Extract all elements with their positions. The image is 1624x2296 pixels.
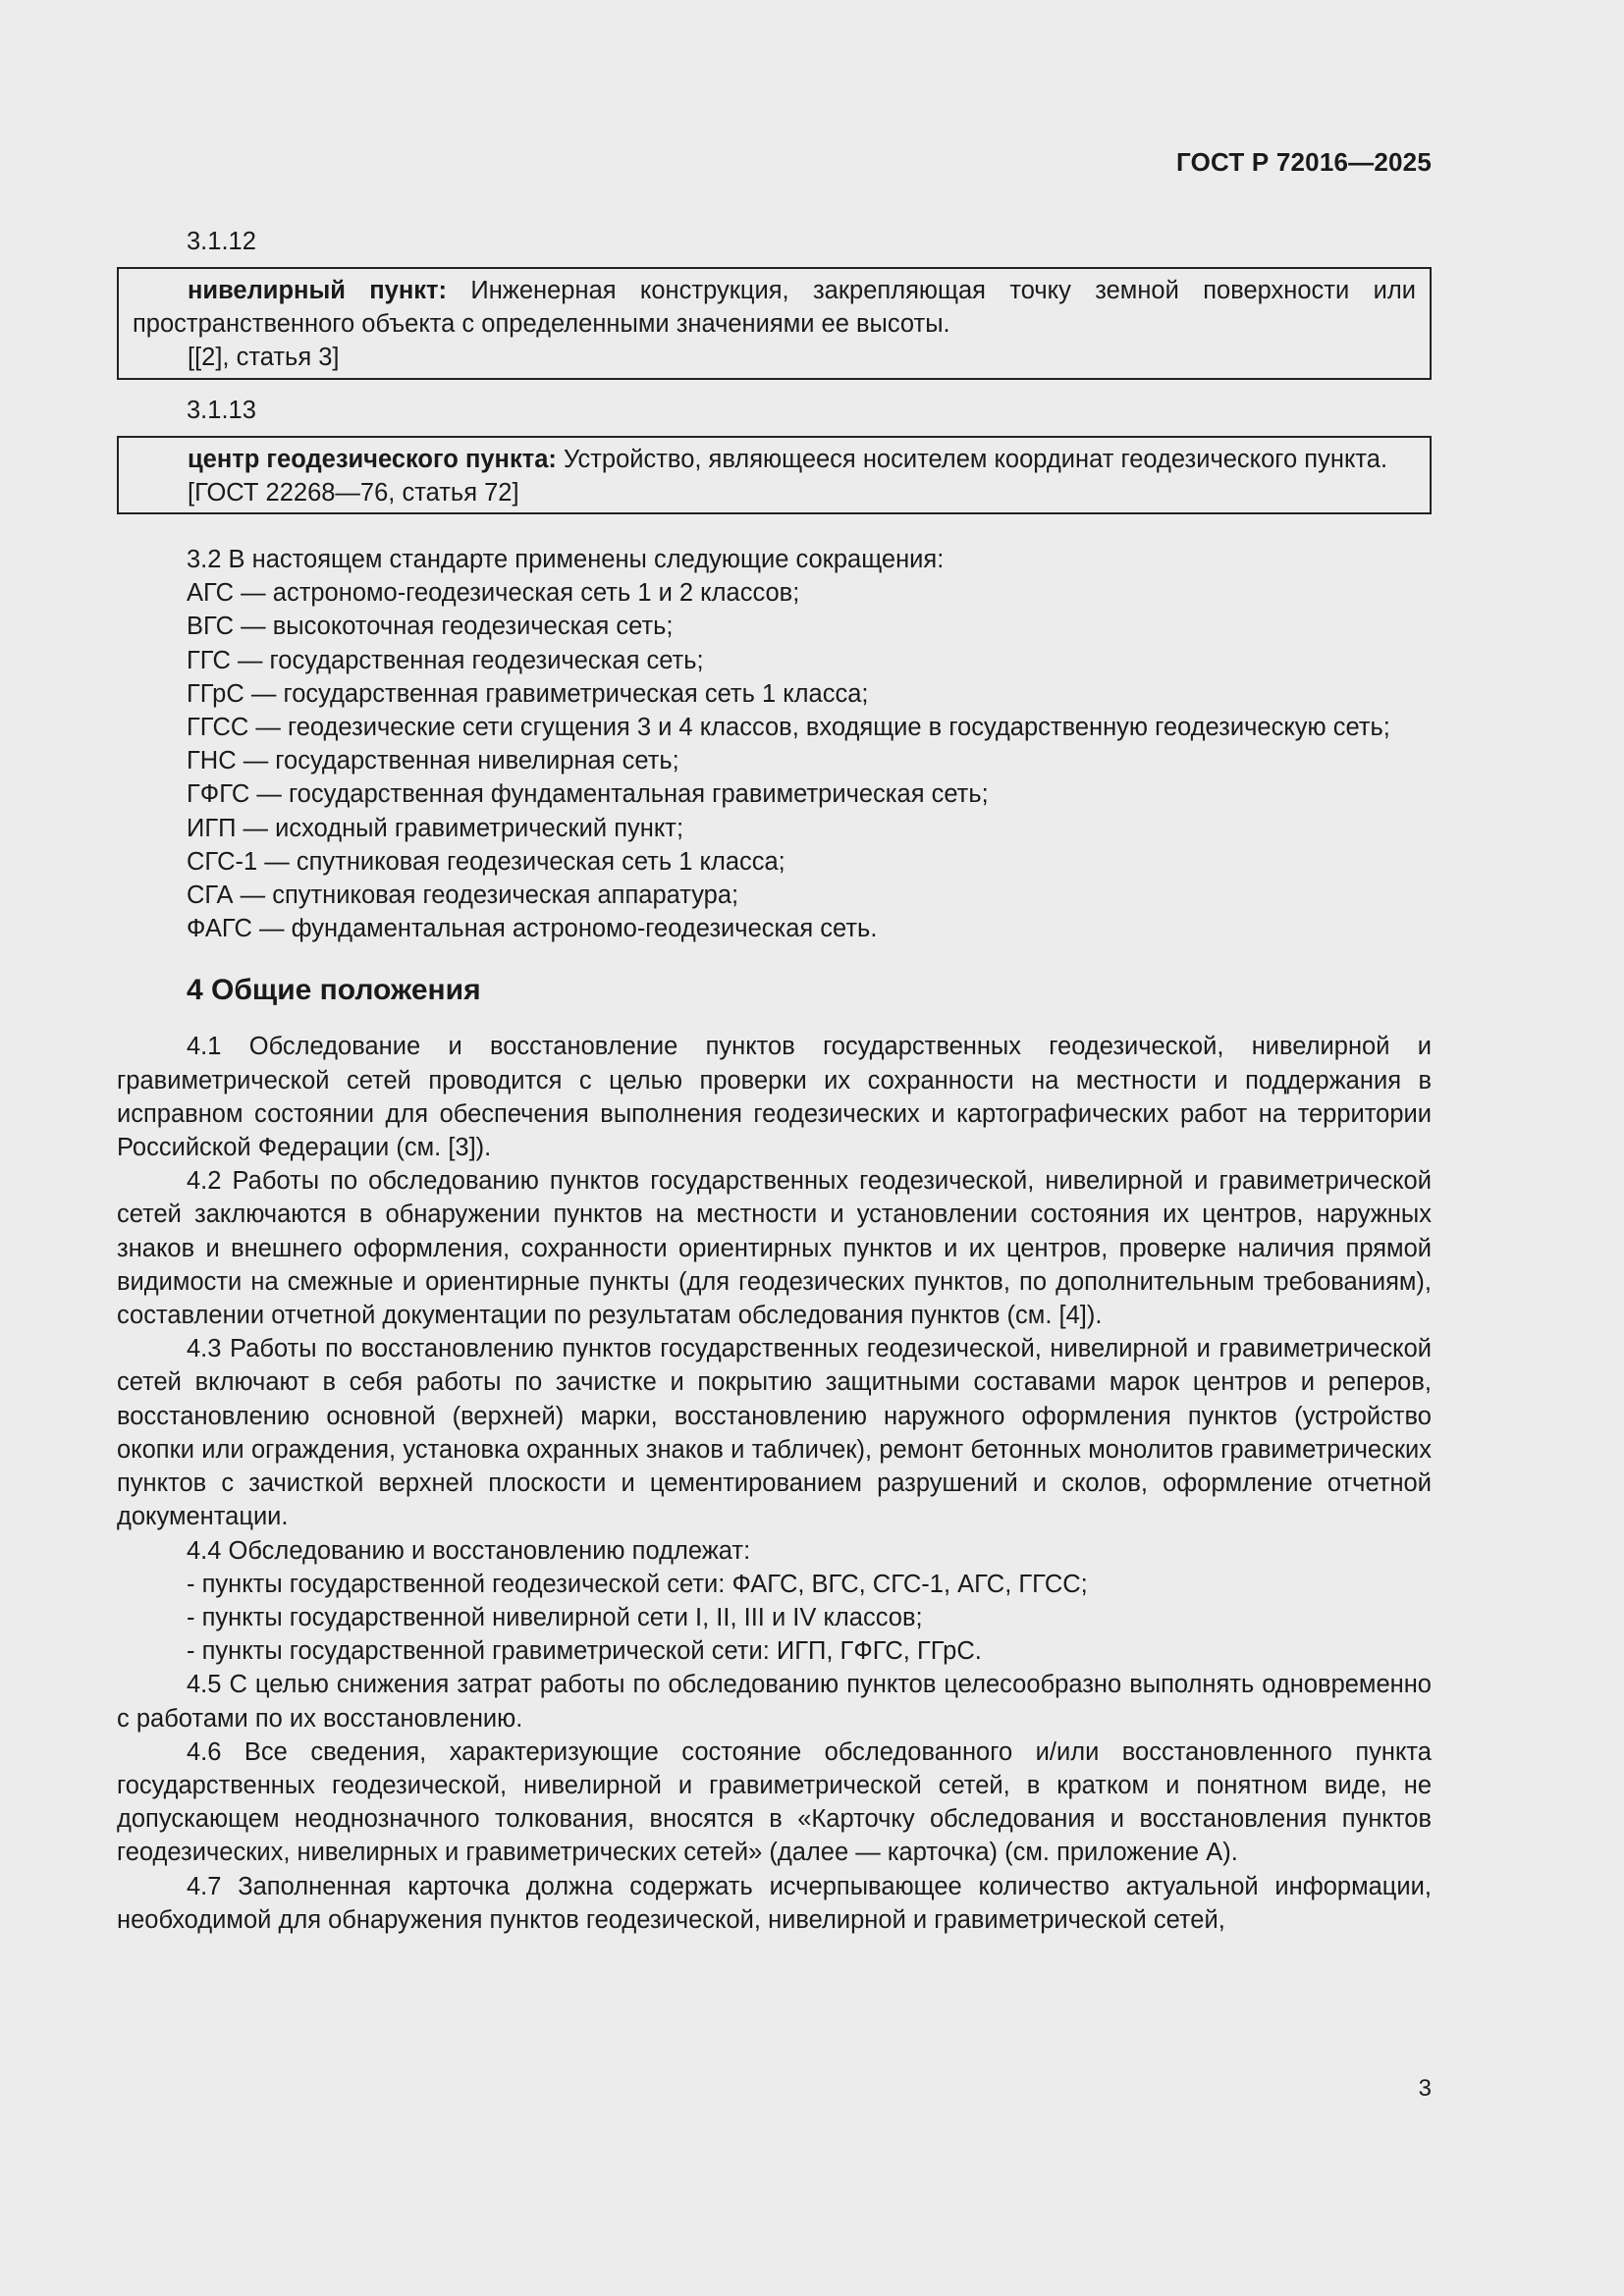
list-item: - пункты государственной гравиметрической сети: ИГП, ГФГС, ГГрС. xyxy=(187,1637,982,1666)
list-item: - пункты государственной геодезической сети: ФАГС, ВГС, СГС-1, АГС, ГГСС; xyxy=(187,1570,1088,1598)
paragraph-4-4: 4.4 Обследованию и восстановлению подлежат: xyxy=(187,1536,751,1565)
term-definition-box xyxy=(117,267,1432,380)
term-definition-box xyxy=(117,436,1432,514)
page-content xyxy=(117,225,1432,1937)
abbreviations-intro: 3.2 В настоящем стандарте применены следующие сокращения: xyxy=(187,546,945,574)
term-definition xyxy=(133,274,1416,341)
paragraph-4-6: 4.6 Все сведения, характеризующие состояние обследованного и/или восстановленного пункта государственных геодезической, нивелирной и гравиметрической сетей, в кратком и понятном виде, не допускающем неоднозначного толкования, вносятся в «Карточку обследования и восстановления пунктов геодезических, нивелирных и гравиметрических сетей» (далее — карточка) (см. приложение А). xyxy=(117,1737,1432,1867)
paragraph-4-1: 4.1 Обследование и восстановление пунктов государственных геодезической, нивелирной и гравиметрической сетей проводится с целью проверки их сохранности на местности и поддержания в исправном состоянии для обеспечения выполнения геодезических и картографических работ на территории Российской Федерации (см. [3]). xyxy=(117,1033,1432,1162)
abbreviation-item: ГНС — государственная нивелирная сеть; xyxy=(187,747,679,775)
term-name: нивелирный пункт: xyxy=(188,277,448,304)
document-code-header: ГОСТ Р 72016—2025 xyxy=(1176,147,1432,177)
abbreviation-item: ВГС — высокоточная геодезическая сеть; xyxy=(187,613,674,641)
abbreviation-item: СГС-1 — спутниковая геодезическая сеть 1 класса; xyxy=(187,847,785,876)
term-name: центр геодезического пункта: xyxy=(188,445,557,473)
page-number: 3 xyxy=(1418,2075,1432,2102)
term-number: 3.1.12 xyxy=(187,228,256,255)
paragraph-4-2: 4.2 Работы по обследованию пунктов государственных геодезической, нивелирной и гравиметрической сетей заключаются в обнаружении пунктов на местности и установлении состояния их центров, наружных знаков и внешнего оформления, сохранности ориентирных пунктов и их центров, проверке наличия прямой видимости на смежные и ориентирные пункты (для геодезических пунктов, по дополнительным требованиям), составлении отчетной документации по результатам обследования пунктов (см. [4]). xyxy=(117,1167,1432,1330)
paragraph-4-5: 4.5 С целью снижения затрат работы по обследованию пунктов целесообразно выполнять одновременно с работами по их восстановлению. xyxy=(117,1671,1432,1733)
section-heading: 4 Общие положения xyxy=(187,974,481,1007)
abbreviation-item: ФАГС — фундаментальная астрономо-геодезическая сеть. xyxy=(187,915,878,943)
abbreviation-item: ГФГС — государственная фундаментальная гравиметрическая сеть; xyxy=(187,780,989,809)
term-definition xyxy=(133,443,1416,476)
term-number: 3.1.13 xyxy=(187,396,256,424)
term-source: [[2], статья 3] xyxy=(188,344,340,372)
term-definition-text: Устройство, являющееся носителем координат геодезического пункта. xyxy=(563,445,1388,473)
paragraph-4-3: 4.3 Работы по восстановлению пунктов государственных геодезической, нивелирной и гравиметрической сетей включают в себя работы по зачистке и покрытию защитными составами марок центров и реперов, восстановлению основной (верхней) марки, восстановлению наружного оформления пунктов (устройство окопки или ограждения, установка охранных знаков и табличек), ремонт бетонных монолитов гравиметрических пунктов с зачисткой верхней плоскости и цементированием разрушений и сколов, оформление отчетной документации. xyxy=(117,1335,1432,1531)
paragraph-4-7: 4.7 Заполненная карточка должна содержать исчерпывающее количество актуальной информации, необходимой для обнаружения пунктов геодезической, нивелирной и гравиметрической сетей, xyxy=(117,1872,1432,1934)
abbreviation-item: СГА — спутниковая геодезическая аппаратура; xyxy=(187,881,739,910)
document-page xyxy=(117,0,1432,2296)
abbreviation-item: ГГСС — геодезические сети сгущения 3 и 4 классов, входящие в государственную геодезическую сеть; xyxy=(187,714,1390,742)
abbreviation-item: ИГП — исходный гравиметрический пункт; xyxy=(187,814,684,842)
abbreviation-item: АГС — астрономо-геодезическая сеть 1 и 2 классов; xyxy=(187,579,800,608)
term-definition-text: Инженерная конструкция, закрепляющая точку земной поверхности или пространственного объекта с определенными значениями ее высоты. xyxy=(133,277,1416,339)
abbreviation-item: ГГС — государственная геодезическая сеть; xyxy=(187,646,704,674)
abbreviation-item: ГГрС — государственная гравиметрическая сеть 1 класса; xyxy=(187,679,869,708)
list-item: - пункты государственной нивелирной сети I, II, III и IV классов; xyxy=(187,1603,923,1631)
abbreviations-section xyxy=(117,543,1432,945)
term-source: [ГОСТ 22268—76, статья 72] xyxy=(188,478,519,507)
